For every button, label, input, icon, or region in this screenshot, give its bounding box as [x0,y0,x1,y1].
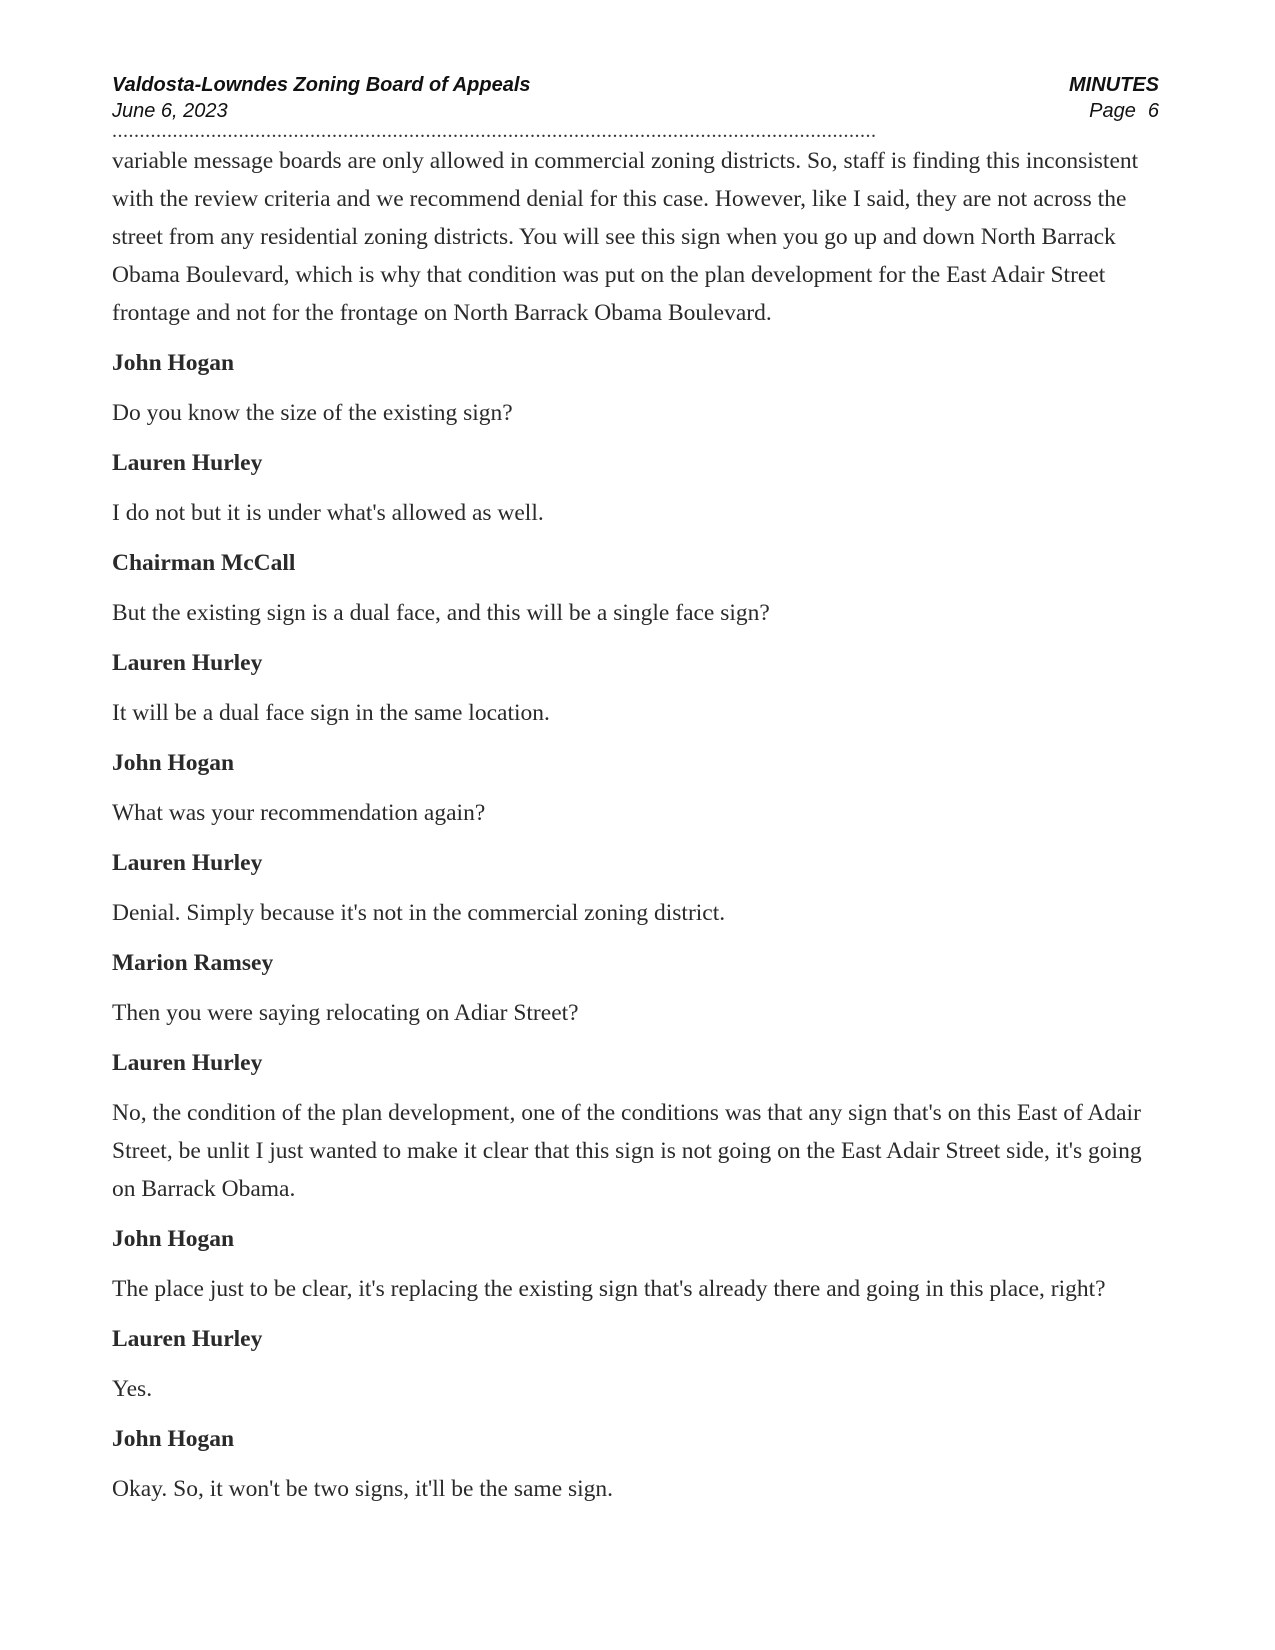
transcript-entry [112,844,1159,932]
speech-text: The place just to be clear, it's replacing the existing sign that's already there and going in this place, right? [112,1276,1106,1302]
speaker-name: Chairman McCall [112,550,296,576]
header-right [1069,72,1159,124]
speech-text: Do you know the size of the existing sign? [112,400,513,426]
transcript-entry [112,344,1159,432]
speaker-name: Lauren Hurley [112,650,263,676]
speech-text: I do not but it is under what's allowed as well. [112,500,544,526]
page-number: 6 [1147,100,1159,122]
speech-text: It will be a dual face sign in the same location. [112,700,550,726]
speech-text: Yes. [112,1376,153,1402]
page-label: Page [1089,100,1136,122]
speaker-name: Lauren Hurley [112,450,263,476]
transcript-entry [112,544,1159,632]
document-page [112,72,1159,1508]
transcript-entry [112,644,1159,732]
page-number-line [1069,98,1159,124]
transcript-entry [112,444,1159,532]
speech-text: Okay. So, it won't be two signs, it'll be the same sign. [112,1476,614,1502]
document-type: MINUTES [1069,74,1159,96]
speaker-name: Marion Ramsey [112,950,274,976]
transcript-entry [112,744,1159,832]
speech-text: What was your recommendation again? [112,800,486,826]
dotted-separator: ........................................................................................................................................... [112,124,877,138]
speech-text: No, the condition of the plan development, one of the conditions was that any sign that's on this East of Adair Street, be unlit I just wanted to make it clear that this sign is not going on the East Adair Street side, it's going on Barrack Obama. [112,1100,1142,1202]
speaker-name: Lauren Hurley [112,850,263,876]
transcript-entry [112,1320,1159,1408]
transcript-entry [112,1044,1159,1208]
speech-text: Then you were saying relocating on Adiar Street? [112,1000,579,1026]
speaker-name: John Hogan [112,350,235,376]
organization-name: Valdosta-Lowndes Zoning Board of Appeals [112,74,531,96]
transcript-entry [112,1220,1159,1308]
speaker-name: Lauren Hurley [112,1050,263,1076]
speech-text: Denial. Simply because it's not in the commercial zoning district. [112,900,726,926]
transcript-entry [112,1420,1159,1508]
transcript-entry [112,944,1159,1032]
speaker-name: John Hogan [112,1226,235,1252]
speaker-name: John Hogan [112,1426,235,1452]
meeting-date: June 6, 2023 [112,100,228,122]
page-header [112,72,1159,124]
speaker-name: Lauren Hurley [112,1326,263,1352]
transcript [112,142,1159,1508]
header-left [112,72,531,124]
continued-paragraph: variable message boards are only allowed in commercial zoning districts. So, staff is finding this inconsistent with the review criteria and we recommend denial for this case. However, like I said, they are not across the street from any residential zoning districts. You will see this sign when you go up and down North Barrack Obama Boulevard, which is why that condition was put on the plan development for the East Adair Street frontage and not for the frontage on North Barrack Obama Boulevard. [112,148,1139,326]
speech-text: But the existing sign is a dual face, and this will be a single face sign? [112,600,770,626]
speaker-name: John Hogan [112,750,235,776]
